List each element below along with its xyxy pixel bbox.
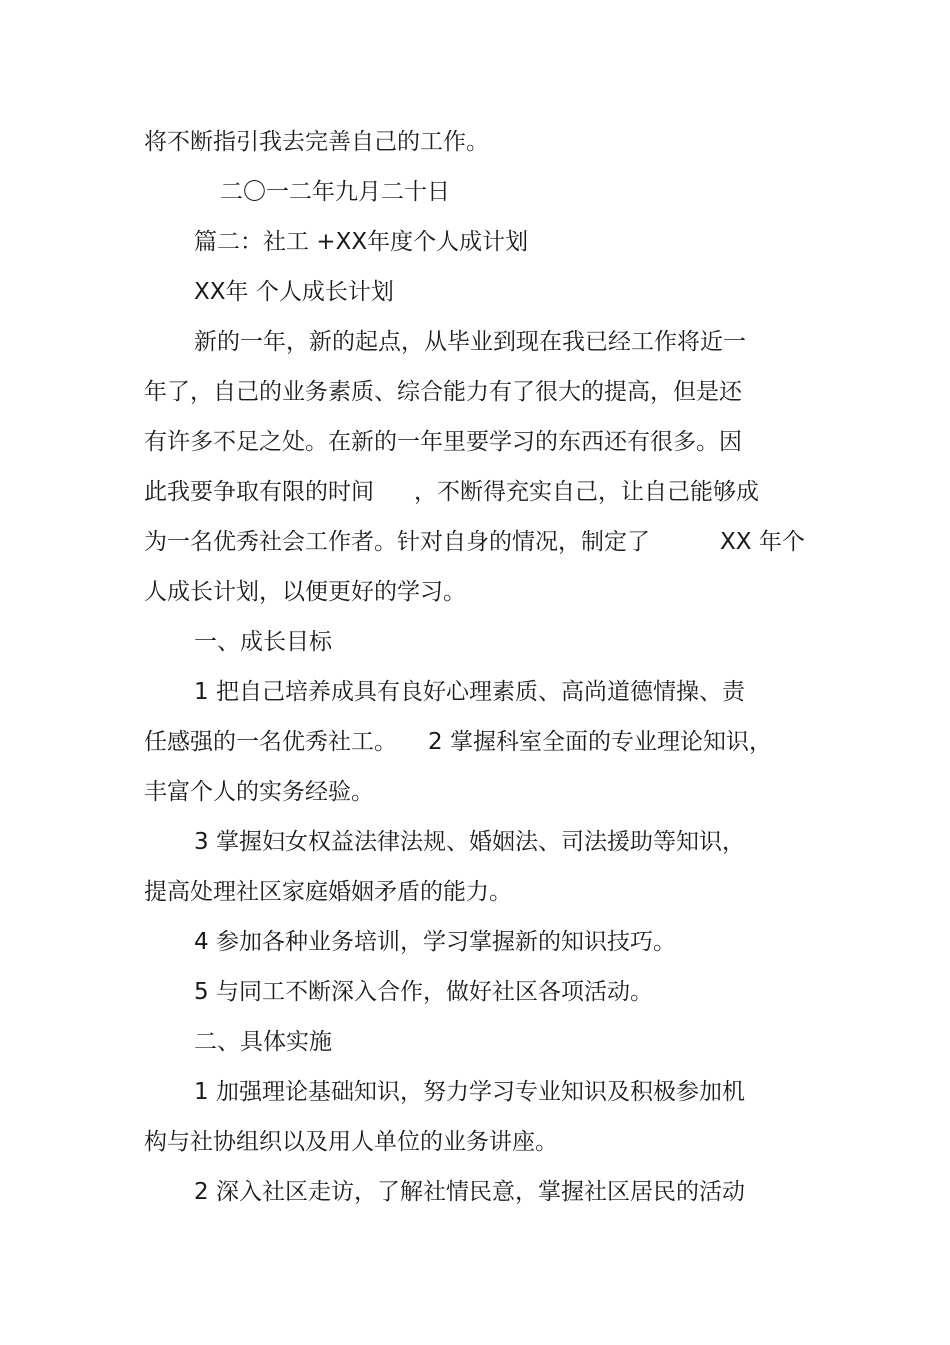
text-line: 提高处理社区家庭婚姻矛盾的能力。 <box>144 879 512 905</box>
section-heading: 一、成长目标 <box>194 629 332 655</box>
text-line: XX 年个 <box>720 529 805 555</box>
list-item: 3 掌握妇女权益法律法规、婚姻法、司法援助等知识， <box>194 829 745 855</box>
text-line: 为一名优秀社会工作者。针对自身的情况，制定了 <box>144 529 650 555</box>
list-item: 1 把自己培养成具有良好心理素质、高尚道德情操、责 <box>194 679 745 705</box>
list-item: 2 深入社区走访，了解社情民意，掌握社区居民的活动 <box>194 1179 745 1205</box>
text-line: 丰富个人的实务经验。 <box>144 779 374 805</box>
list-item: 2 掌握科室全面的专业理论知识， <box>428 729 772 755</box>
text-line: 新的一年，新的起点，从毕业到现在我已经工作将近一 <box>194 329 746 355</box>
text-line: 有许多不足之处。在新的一年里要学习的东西还有很多。因 <box>144 429 742 455</box>
list-item: 1 加强理论基础知识，努力学习专业知识及积极参加机 <box>194 1079 745 1105</box>
list-item: 4 参加各种业务培训，学习掌握新的知识技巧。 <box>194 929 676 955</box>
list-item: 5 与同工不断深入合作，做好社区各项活动。 <box>194 979 653 1005</box>
text-line: 将不断指引我去完善自己的工作。 <box>144 129 489 155</box>
text-line: 人成长计划，以便更好的学习。 <box>144 579 466 605</box>
document-title: XX年 个人成长计划 <box>194 279 394 305</box>
date-line: 二〇一二年九月二十日 <box>220 179 450 205</box>
text-line: 任感强的一名优秀社工。 <box>144 729 397 755</box>
text-line: 此我要争取有限的时间 <box>144 479 374 505</box>
section-heading: 篇二：社工 +XX年度个人成计划 <box>194 229 529 255</box>
text-line: 年了，自己的业务素质、综合能力有了很大的提高，但是还 <box>144 379 742 405</box>
text-line: ，不断得充实自己，让自己能够成 <box>414 479 759 505</box>
section-heading: 二、具体实施 <box>194 1029 332 1055</box>
text-line: 构与社协组织以及用人单位的业务讲座。 <box>144 1129 558 1155</box>
